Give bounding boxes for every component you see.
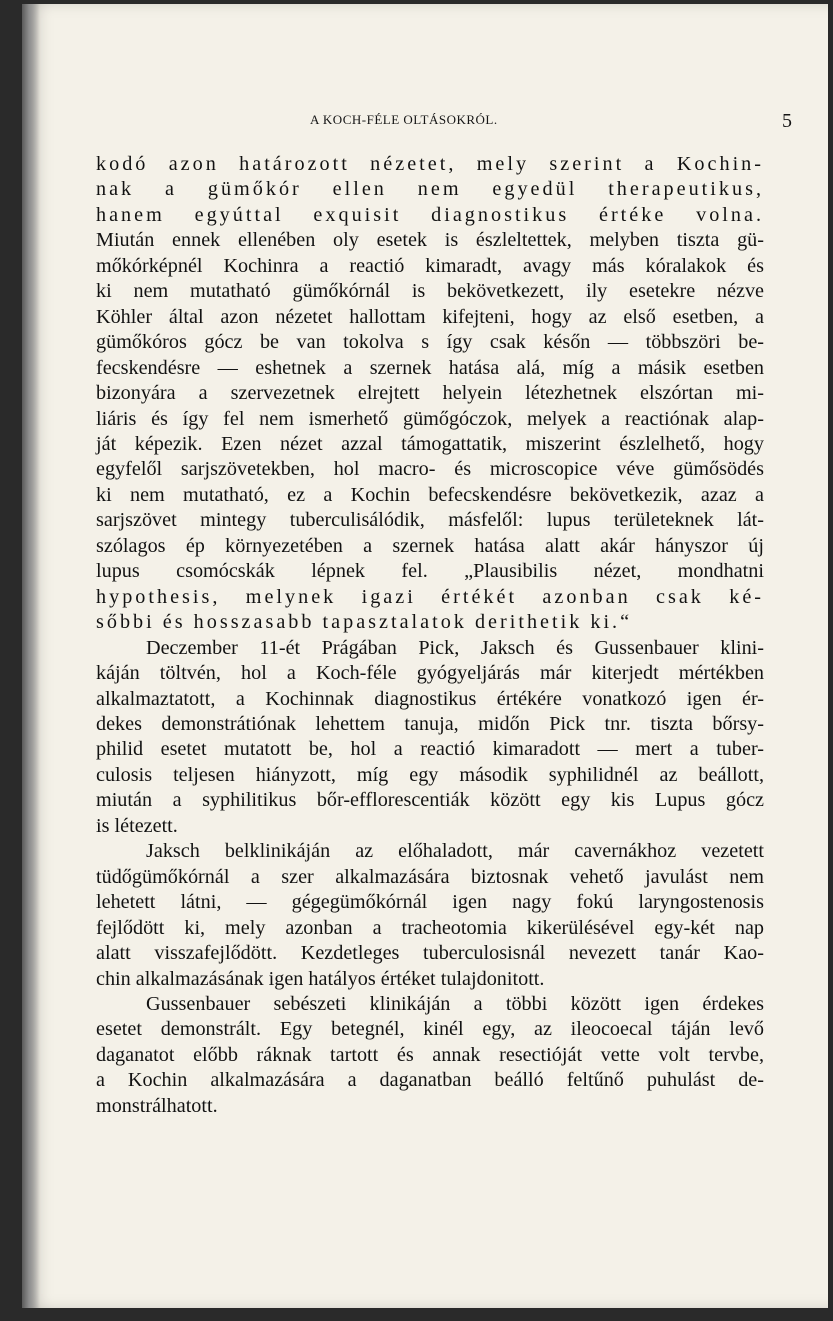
body-text xyxy=(96,152,764,1119)
text-line: liáris és így fel nem ismerhető gümőgóczok, melyek a reactiónak alap- xyxy=(96,407,764,430)
text-line: ját képezik. Ezen nézet azzal támogattatik, miszerint észlelhető, hogy xyxy=(96,432,764,455)
text-line: kodó azon határozott nézetet, mely szerint a Kochin- xyxy=(96,153,764,175)
text-line: fecskendésre — eshetnek a szernek hatása alá, míg a másik esetben xyxy=(96,356,764,379)
text-line: philid esetet mutatott be, hol a reactió kimaradott — mert a tuber- xyxy=(96,738,764,761)
text-line: egyfelől sarjszövetekben, hol macro- és microscopice véve gümősödés xyxy=(96,458,764,481)
text-line: culosis teljesen hiányzott, míg egy második syphilidnél az beállott, xyxy=(96,763,764,786)
text-line: sőbbi és hosszasabb tapasztalatok derithetik ki.“ xyxy=(96,611,633,634)
text-line: monstrálhatott. xyxy=(96,1094,218,1117)
text-line: miután a syphilitikus bőr-efflorescentiák között egy kis Lupus gócz xyxy=(96,789,764,812)
text-line: lehetett látni, — gégegümőkórnál igen nagy fokú laryngostenosis xyxy=(96,891,764,914)
text-line: Jaksch belklinikáján az előhaladott, már cavernákhoz vezetett xyxy=(146,840,764,863)
text-line: Miután ennek ellenében oly esetek is észleltettek, melyben tiszta gü- xyxy=(96,229,764,252)
text-line: gümőkóros gócz be van tokolva s így csak későn — többszöri be- xyxy=(96,331,764,354)
text-line: lupus csomócskák lépnek fel. „Plausibilis nézet, mondhatni xyxy=(96,560,764,583)
text-line: bizonyára a szervezetnek elrejtett helyein létezhetnek elszórtan mi- xyxy=(96,382,764,405)
text-line: alatt visszafejlődött. Kezdetleges tuberculosisnál nevezett tanár Kao- xyxy=(96,942,764,965)
text-line: hypothesis, melynek igazi értékét azonban csak ké- xyxy=(96,585,764,608)
page-header xyxy=(22,112,828,136)
running-title: A KOCH-FÉLE OLTÁSOKRÓL. xyxy=(310,112,498,127)
text-line: szólagos ép környezetében a szernek hatása alatt akár hányszor új xyxy=(96,534,764,557)
text-line: chin alkalmazásának igen hatályos értéket tulajdonitott. xyxy=(96,967,545,990)
text-line: nak a gümőkór ellen nem egyedül therapeutikus, xyxy=(96,178,764,201)
text-line: alkalmaztatott, a Kochinnak diagnostikus értékére vonatkozó igen ér- xyxy=(96,687,764,710)
text-line: dekes demonstrátiónak lehettem tanuja, midőn Pick tnr. tiszta bőrsy- xyxy=(96,712,764,735)
text-line: tüdőgümőkórnál a szer alkalmazására biztosnak vehető javulást nem xyxy=(96,865,764,888)
text-line: mőkórképnél Kochinra a reactió kimaradt, avagy más kóralakok és xyxy=(96,254,764,277)
text-line: káján töltvén, hol a Koch-féle gyógyeljárás már kiterjedt mértékben xyxy=(96,662,764,685)
text-line: daganatot előbb ráknak tartott és annak resectióját vette volt tervbe, xyxy=(96,1043,764,1066)
text-line: ki nem mutatható gümőkórnál is bekövetkezett, ily esetekre nézve xyxy=(96,280,764,303)
text-line: Deczember 11-ét Prágában Pick, Jaksch és Gussenbauer klini- xyxy=(146,636,764,659)
text-line: is létezett. xyxy=(96,814,178,837)
text-line: fejlődött ki, mely azonban a tracheotomia kikerülésével egy-két nap xyxy=(96,916,764,939)
text-line: sarjszövet mintegy tuberculisálódik, másfelől: lupus területeknek lát- xyxy=(96,509,764,532)
text-line: hanem egyúttal exquisit diagnostikus értéke volna. xyxy=(96,203,764,226)
binding-shadow xyxy=(22,4,40,1308)
page-number: 5 xyxy=(782,110,792,132)
text-line: Köhler által azon nézetet hallottam kifejteni, hogy az első esetben, a xyxy=(96,305,764,328)
text-line: esetet demonstrált. Egy betegnél, kinél egy, az ileocoecal táján levő xyxy=(96,1018,764,1041)
book-page xyxy=(22,4,828,1308)
text-line: Gussenbauer sebészeti klinikáján a többi között igen érdekes xyxy=(146,992,764,1015)
text-line: ki nem mutatható, ez a Kochin befecskendésre bekövetkezik, azaz a xyxy=(96,483,764,506)
text-line: a Kochin alkalmazására a daganatban beálló feltűnő puhulást de- xyxy=(96,1069,764,1092)
